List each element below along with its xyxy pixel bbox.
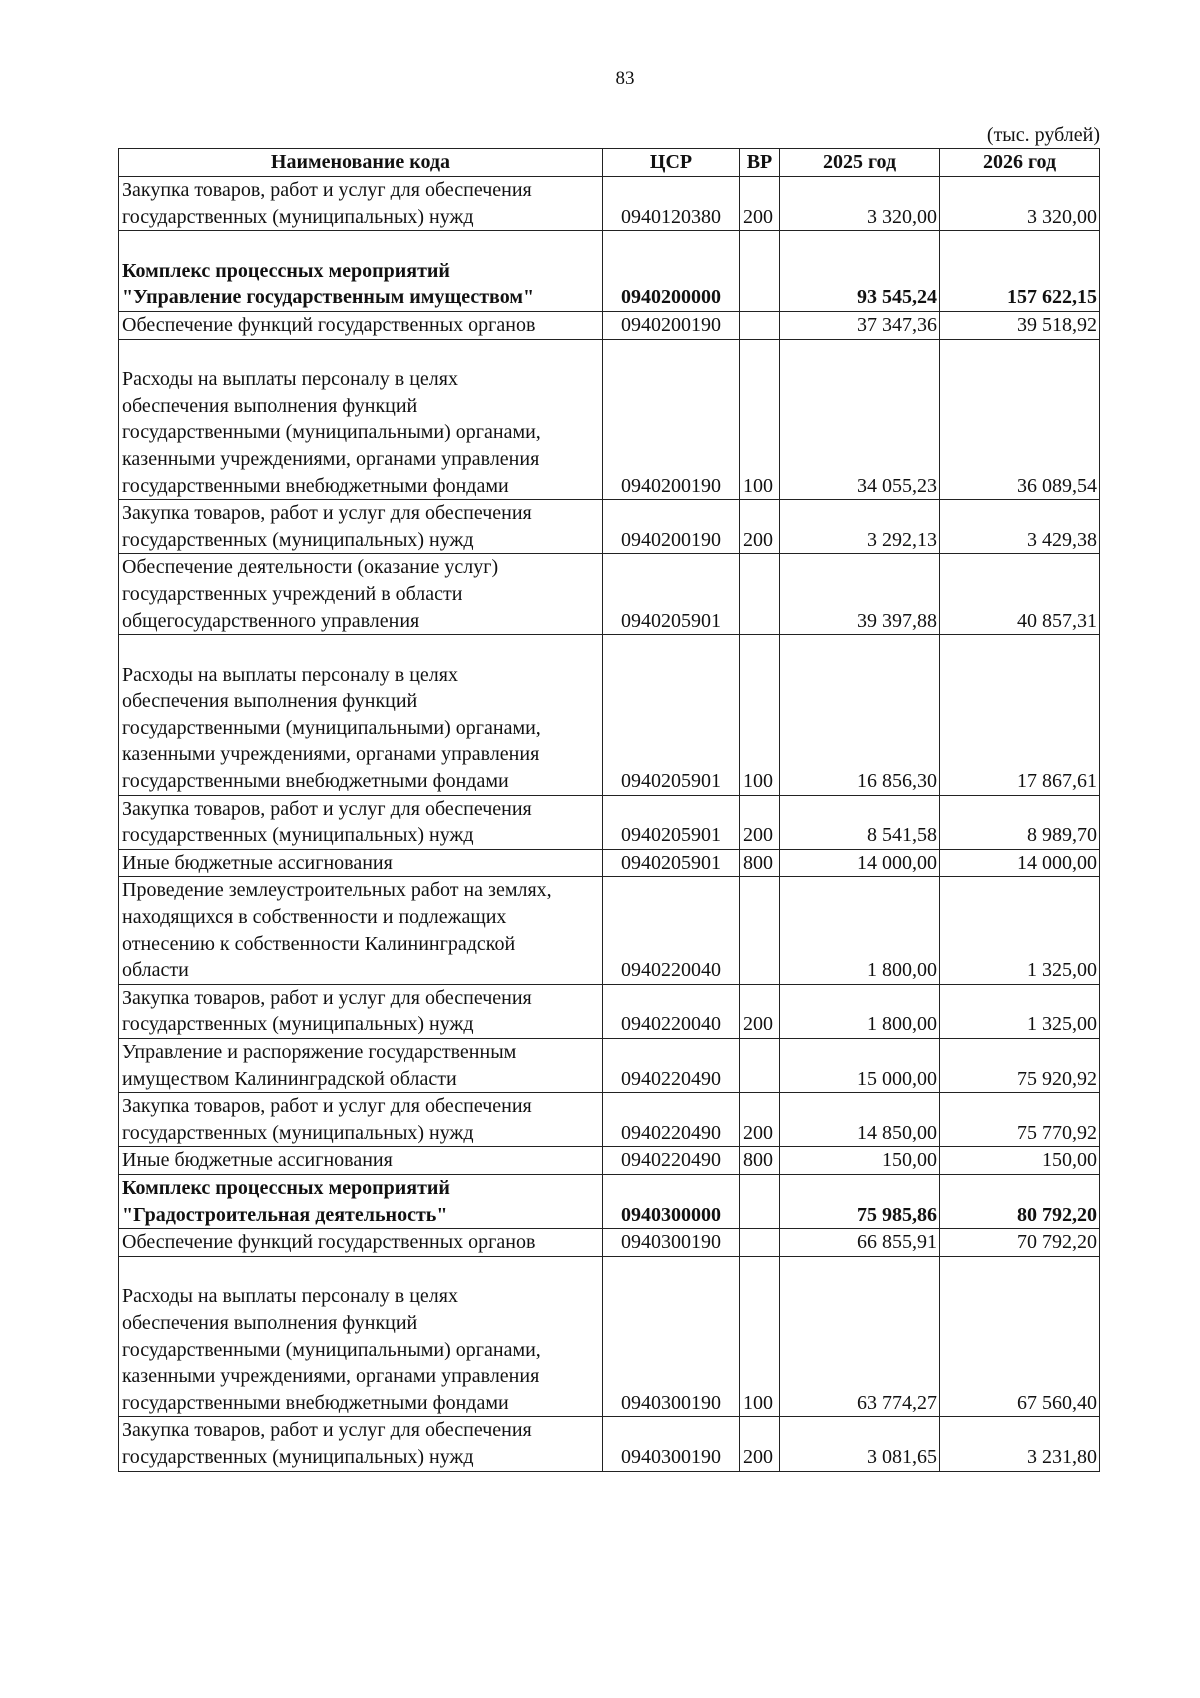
table-row bbox=[119, 1256, 1100, 1417]
cell-2025: 8 541,58 bbox=[780, 795, 940, 849]
cell-2026: 36 089,54 bbox=[940, 339, 1100, 500]
cell-2025: 3 081,65 bbox=[780, 1417, 940, 1471]
table-row bbox=[119, 849, 1100, 877]
cell-2025: 39 397,88 bbox=[780, 554, 940, 635]
cell-2025: 16 856,30 bbox=[780, 635, 940, 796]
cell-csr: 0940120380 bbox=[603, 177, 740, 231]
table-row bbox=[119, 1229, 1100, 1257]
cell-2025: 34 055,23 bbox=[780, 339, 940, 500]
cell-2026: 3 231,80 bbox=[940, 1417, 1100, 1471]
cell-csr: 0940205901 bbox=[603, 849, 740, 877]
cell-csr: 0940205901 bbox=[603, 635, 740, 796]
cell-2026: 67 560,40 bbox=[940, 1256, 1100, 1417]
cell-name: Обеспечение деятельности (оказание услуг) государственных учреждений в области общегосударственного управления bbox=[119, 554, 603, 635]
cell-2026: 3 320,00 bbox=[940, 177, 1100, 231]
cell-csr: 0940220040 bbox=[603, 877, 740, 984]
cell-name: Закупка товаров, работ и услуг для обеспечения государственных (муниципальных) нужд bbox=[119, 177, 603, 231]
cell-2026: 1 325,00 bbox=[940, 877, 1100, 984]
cell-2025: 93 545,24 bbox=[780, 231, 940, 312]
table-row bbox=[119, 1174, 1100, 1228]
cell-vr bbox=[740, 1229, 780, 1257]
cell-2025: 15 000,00 bbox=[780, 1039, 940, 1093]
cell-name: Комплекс процессных мероприятий "Управление государственным имуществом" bbox=[119, 231, 603, 312]
table-row bbox=[119, 339, 1100, 500]
cell-2026: 80 792,20 bbox=[940, 1174, 1100, 1228]
cell-vr: 200 bbox=[740, 1093, 780, 1147]
cell-csr: 0940300190 bbox=[603, 1256, 740, 1417]
cell-vr: 100 bbox=[740, 1256, 780, 1417]
cell-2025: 14 850,00 bbox=[780, 1093, 940, 1147]
header-2026: 2026 год bbox=[940, 149, 1100, 177]
cell-2026: 14 000,00 bbox=[940, 849, 1100, 877]
cell-name: Расходы на выплаты персоналу в целях обеспечения выполнения функций государственными (муниципальными) органами, казенными учреждениями, органами управления государственными внебюджетными фондами bbox=[119, 1256, 603, 1417]
cell-vr: 200 bbox=[740, 1417, 780, 1471]
cell-name: Комплекс процессных мероприятий "Градостроительная деятельность" bbox=[119, 1174, 603, 1228]
cell-2025: 66 855,91 bbox=[780, 1229, 940, 1257]
cell-name: Закупка товаров, работ и услуг для обеспечения государственных (муниципальных) нужд bbox=[119, 1417, 603, 1471]
cell-csr: 0940200000 bbox=[603, 231, 740, 312]
page-number: 83 bbox=[615, 68, 635, 89]
cell-vr bbox=[740, 231, 780, 312]
table-row bbox=[119, 177, 1100, 231]
cell-csr: 0940300190 bbox=[603, 1417, 740, 1471]
cell-2026: 3 429,38 bbox=[940, 500, 1100, 554]
cell-2026: 157 622,15 bbox=[940, 231, 1100, 312]
units-label: (тыс. рублей) bbox=[986, 124, 1100, 146]
table-row bbox=[119, 877, 1100, 984]
cell-name: Обеспечение функций государственных органов bbox=[119, 311, 603, 339]
cell-csr: 0940220490 bbox=[603, 1093, 740, 1147]
cell-csr: 0940300000 bbox=[603, 1174, 740, 1228]
cell-vr: 800 bbox=[740, 849, 780, 877]
cell-name: Проведение землеустроительных работ на землях, находящихся в собственности и подлежащих отнесению к собственности Калининградской области bbox=[119, 877, 603, 984]
cell-vr: 800 bbox=[740, 1147, 780, 1175]
cell-2026: 75 920,92 bbox=[940, 1039, 1100, 1093]
cell-vr bbox=[740, 1174, 780, 1228]
cell-2025: 63 774,27 bbox=[780, 1256, 940, 1417]
cell-2025: 37 347,36 bbox=[780, 311, 940, 339]
cell-csr: 0940200190 bbox=[603, 339, 740, 500]
table-row bbox=[119, 984, 1100, 1038]
cell-2026: 1 325,00 bbox=[940, 984, 1100, 1038]
cell-2026: 70 792,20 bbox=[940, 1229, 1100, 1257]
table-row bbox=[119, 500, 1100, 554]
table-row bbox=[119, 1147, 1100, 1175]
cell-2025: 75 985,86 bbox=[780, 1174, 940, 1228]
header-vr: ВР bbox=[740, 149, 780, 177]
cell-csr: 0940200190 bbox=[603, 311, 740, 339]
cell-name: Иные бюджетные ассигнования bbox=[119, 849, 603, 877]
table-row bbox=[119, 1417, 1100, 1471]
cell-csr: 0940205901 bbox=[603, 795, 740, 849]
table-row bbox=[119, 635, 1100, 796]
cell-2026: 40 857,31 bbox=[940, 554, 1100, 635]
cell-vr: 200 bbox=[740, 795, 780, 849]
cell-name: Иные бюджетные ассигнования bbox=[119, 1147, 603, 1175]
cell-2026: 75 770,92 bbox=[940, 1093, 1100, 1147]
cell-name: Управление и распоряжение государственным имуществом Калининградской области bbox=[119, 1039, 603, 1093]
table-row bbox=[119, 231, 1100, 312]
cell-vr: 200 bbox=[740, 500, 780, 554]
cell-csr: 0940220490 bbox=[603, 1039, 740, 1093]
cell-2026: 17 867,61 bbox=[940, 635, 1100, 796]
cell-2025: 1 800,00 bbox=[780, 877, 940, 984]
cell-csr: 0940300190 bbox=[603, 1229, 740, 1257]
cell-name: Закупка товаров, работ и услуг для обеспечения государственных (муниципальных) нужд bbox=[119, 1093, 603, 1147]
cell-2025: 14 000,00 bbox=[780, 849, 940, 877]
cell-vr bbox=[740, 877, 780, 984]
cell-name: Расходы на выплаты персоналу в целях обеспечения выполнения функций государственными (муниципальными) органами, казенными учреждениями, органами управления государственными внебюджетными фондами bbox=[119, 635, 603, 796]
cell-csr: 0940220040 bbox=[603, 984, 740, 1038]
budget-table bbox=[118, 148, 1100, 1472]
cell-2025: 1 800,00 bbox=[780, 984, 940, 1038]
cell-vr: 200 bbox=[740, 177, 780, 231]
cell-name: Обеспечение функций государственных органов bbox=[119, 1229, 603, 1257]
cell-2026: 39 518,92 bbox=[940, 311, 1100, 339]
cell-name: Закупка товаров, работ и услуг для обеспечения государственных (муниципальных) нужд bbox=[119, 500, 603, 554]
cell-csr: 0940220490 bbox=[603, 1147, 740, 1175]
cell-2026: 150,00 bbox=[940, 1147, 1100, 1175]
cell-vr: 200 bbox=[740, 984, 780, 1038]
cell-vr: 100 bbox=[740, 635, 780, 796]
table-body bbox=[119, 177, 1100, 1472]
table-row bbox=[119, 1039, 1100, 1093]
cell-name: Расходы на выплаты персоналу в целях обеспечения выполнения функций государственными (муниципальными) органами, казенными учреждениями, органами управления государственными внебюджетными фондами bbox=[119, 339, 603, 500]
cell-2026: 8 989,70 bbox=[940, 795, 1100, 849]
cell-2025: 150,00 bbox=[780, 1147, 940, 1175]
table-row bbox=[119, 311, 1100, 339]
table-row bbox=[119, 795, 1100, 849]
cell-vr: 100 bbox=[740, 339, 780, 500]
cell-csr: 0940200190 bbox=[603, 500, 740, 554]
header-2025: 2025 год bbox=[780, 149, 940, 177]
table-row bbox=[119, 554, 1100, 635]
header-csr: ЦСР bbox=[603, 149, 740, 177]
cell-vr bbox=[740, 311, 780, 339]
header-name: Наименование кода bbox=[119, 149, 603, 177]
cell-2025: 3 320,00 bbox=[780, 177, 940, 231]
cell-name: Закупка товаров, работ и услуг для обеспечения государственных (муниципальных) нужд bbox=[119, 795, 603, 849]
cell-csr: 0940205901 bbox=[603, 554, 740, 635]
table-row bbox=[119, 1093, 1100, 1147]
cell-2025: 3 292,13 bbox=[780, 500, 940, 554]
cell-vr bbox=[740, 554, 780, 635]
cell-name: Закупка товаров, работ и услуг для обеспечения государственных (муниципальных) нужд bbox=[119, 984, 603, 1038]
cell-vr bbox=[740, 1039, 780, 1093]
table-header-row bbox=[119, 149, 1100, 177]
